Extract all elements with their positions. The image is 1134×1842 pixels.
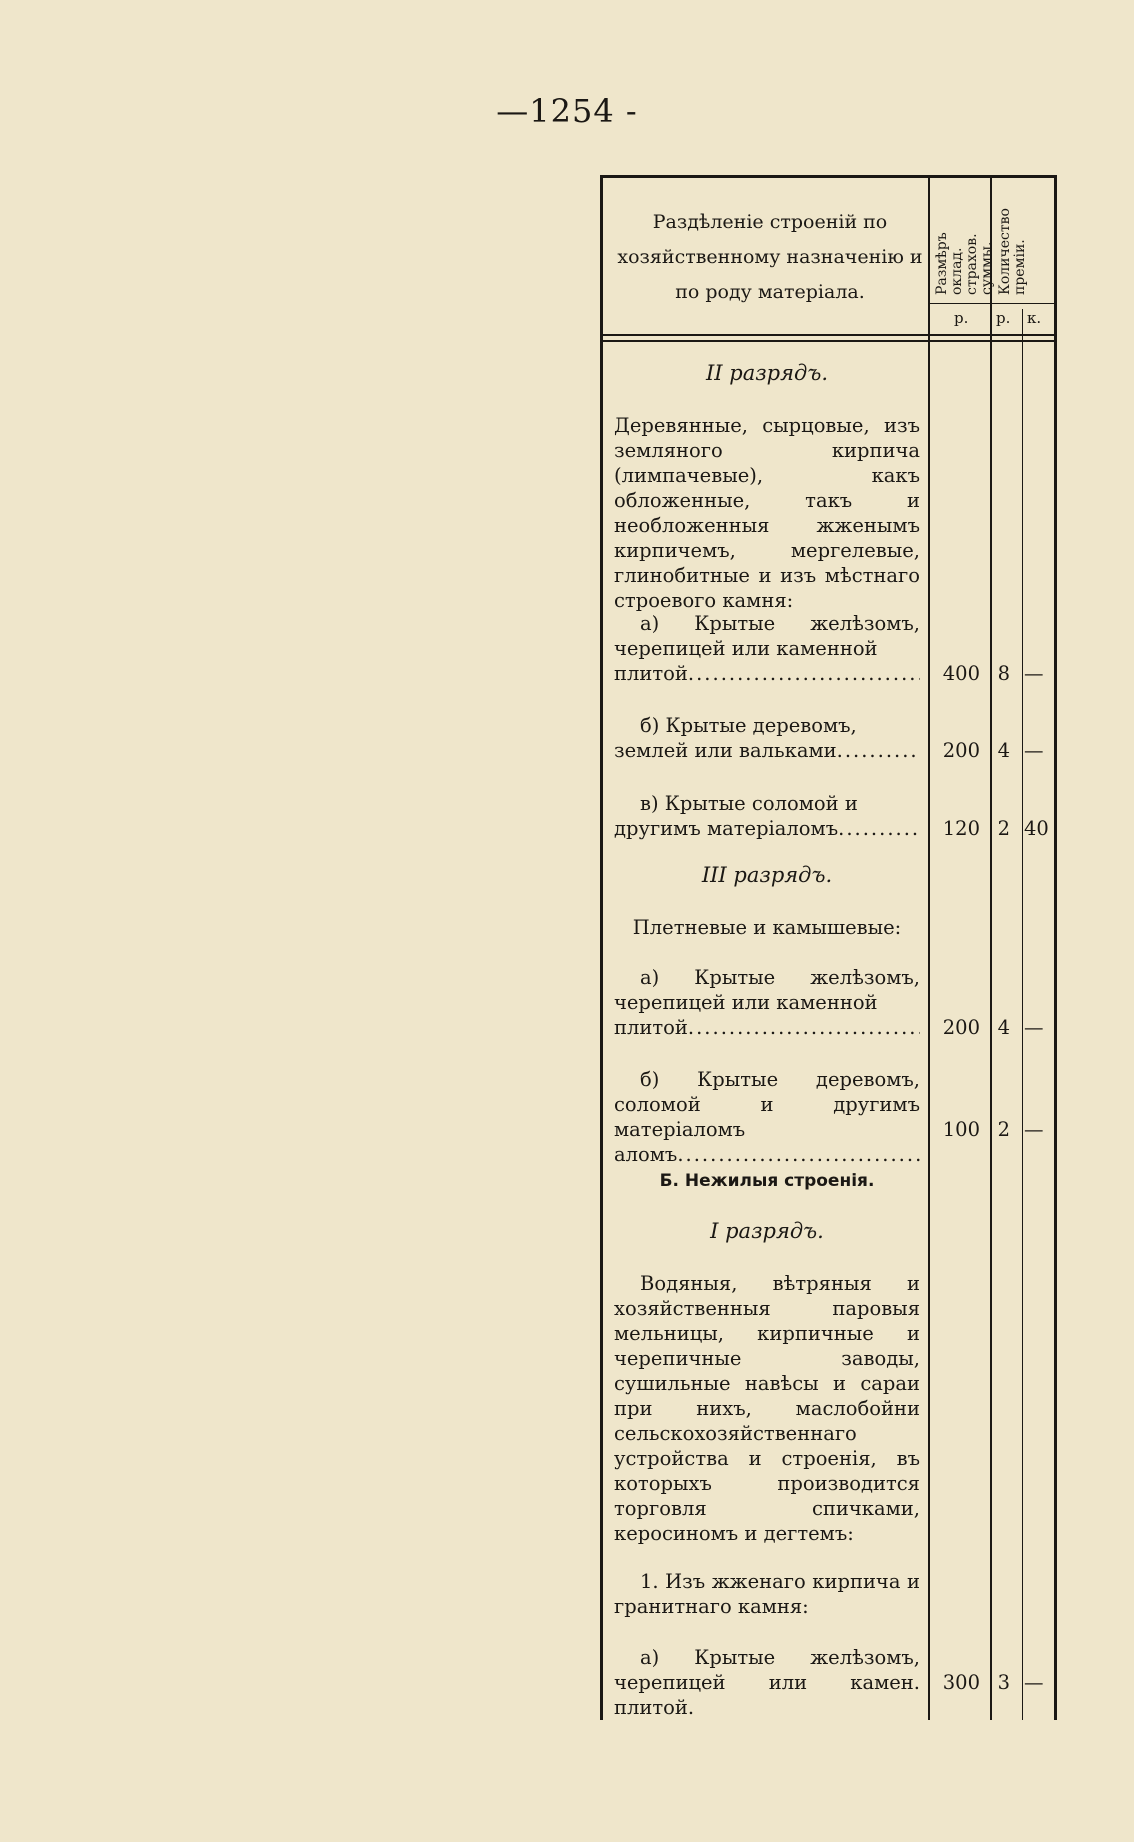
category-heading: I разрядъ.	[710, 1219, 824, 1243]
leader-dots	[688, 1015, 920, 1040]
insured-sum: 200	[942, 739, 980, 762]
table-row: а) Крытые желѣзомъ, черепицей или камен. плитой. 300 3 —	[614, 1645, 1054, 1720]
unit-rub: р.	[996, 309, 1011, 327]
table-border-right	[1054, 175, 1057, 1720]
premium-kop: —	[1024, 662, 1044, 685]
unit-sum: р.	[954, 309, 969, 327]
category-heading: II разрядъ.	[705, 361, 828, 385]
table-row: а) Крытые желѣзомъ, черепицей или каменной плитой ..... 400 8 —	[614, 611, 1054, 686]
premium-kop: —	[1024, 739, 1044, 762]
premium-rub: 2	[997, 1118, 1010, 1141]
section-heading: Б. Нежилыя строенія.	[659, 1171, 875, 1191]
column-header-description: Раздѣленіе строеній по хозяйственному назначенію и по роду матеріала.	[617, 211, 923, 303]
bleed-through-text	[85, 180, 575, 700]
unit-row-rule	[928, 303, 1057, 304]
premium-rub: 3	[997, 1671, 1010, 1694]
unit-kop: к.	[1027, 309, 1042, 327]
header-bottom-rule-2	[600, 340, 1057, 342]
column-header-sum: Размѣръ оклад. страхов. суммы.	[934, 232, 995, 295]
page-number: —1254 -	[496, 92, 638, 130]
category-intro: Деревянные, сырцовые, изъ земляного кирпича (лимпачевые), какъ обложенные, такъ и необложенныя жженымъ кирпичемъ, мергелевые, глинобитные и изъ мѣстнаго строевого камня:	[614, 414, 920, 612]
table-row: а) Крытые желѣзомъ, черепицей или каменной плитой ..... 200 4 —	[614, 965, 1054, 1040]
table-row: б) Крытые деревомъ, соломой и другимъ матеріаломъ аломъ ..... 100 2 —	[614, 1067, 1054, 1167]
leader-dots	[838, 816, 920, 841]
header-bottom-rule-1	[600, 334, 1057, 336]
premium-kop: —	[1024, 1016, 1044, 1039]
insured-sum: 400	[942, 662, 980, 685]
premium-rub: 2	[997, 817, 1010, 840]
premium-rub: 8	[997, 662, 1010, 685]
premium-table	[600, 175, 1058, 1720]
leader-dots	[677, 1142, 920, 1167]
category-intro: Водяныя, вѣтряныя и хозяйственныя паровыя мельницы, кирпичные и черепичные заводы, сушильные навѣсы и сараи при нихъ, маслобойни сельскохозяйственнаго устройства и строенія, въ которыхъ производится торговля спичками, керосиномъ и дегтемъ:	[614, 1272, 920, 1545]
subcategory: 1. Изъ жженаго кирпича и гранитнаго камня:	[614, 1570, 920, 1618]
leader-dots	[837, 738, 920, 763]
table-top-rule	[600, 175, 1057, 178]
premium-kop: —	[1024, 1118, 1044, 1141]
premium-kop: —	[1024, 1671, 1044, 1694]
category-intro: Плетневые и камышевые:	[632, 916, 902, 939]
insured-sum: 120	[942, 817, 980, 840]
insured-sum: 200	[942, 1016, 980, 1039]
leader-dots	[688, 661, 920, 686]
table-row: б) Крытые деревомъ, землей или вальками ..... 200 4 —	[614, 713, 1054, 763]
category-heading: III разрядъ.	[701, 863, 833, 887]
insured-sum: 300	[942, 1671, 980, 1694]
table-row: в) Крытые соломой и другимъ матеріаломъ ..... 120 2 40	[614, 791, 1054, 841]
insured-sum: 100	[942, 1118, 980, 1141]
column-header-premium: Количество преміи.	[997, 208, 1028, 295]
premium-rub: 4	[997, 1016, 1010, 1039]
premium-kop: 40	[1024, 817, 1049, 840]
table-border-left	[600, 175, 603, 1720]
premium-rub: 4	[997, 739, 1010, 762]
